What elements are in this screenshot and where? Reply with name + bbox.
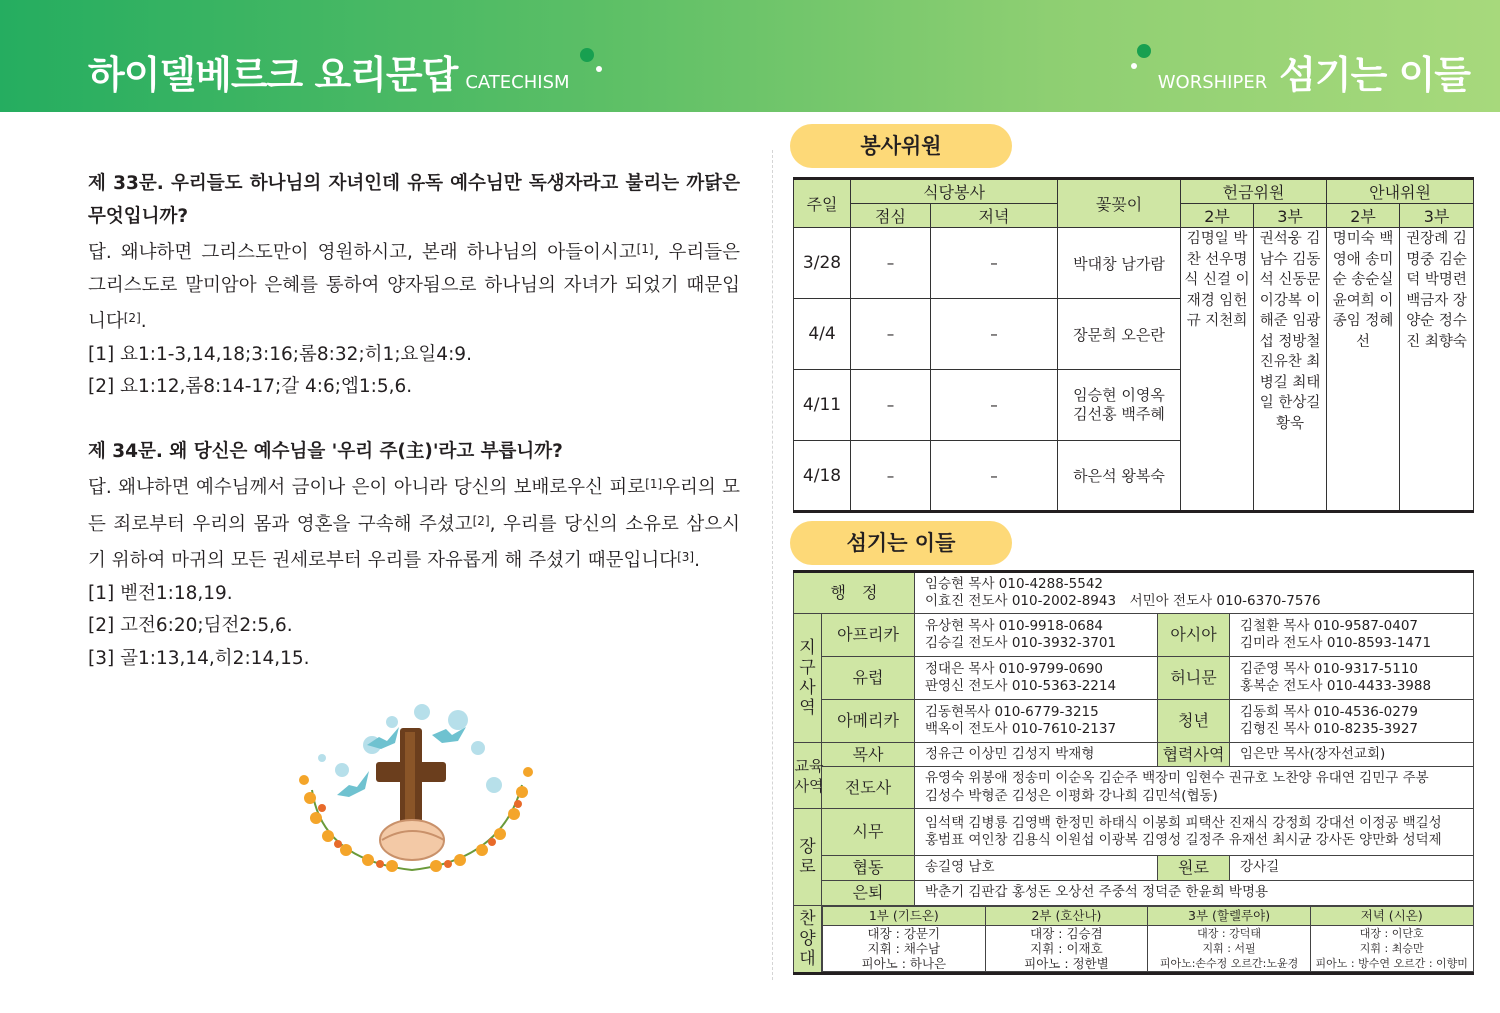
europe-contacts (915, 657, 1158, 700)
names-line: 김성수 박형준 김성은 이평화 강나희 김민석(협동) (925, 787, 1218, 804)
reference-line: [1] 벧전1:18,19. (88, 582, 233, 604)
guide-3-list: 권장례 김명중 김순덕 박명련 백금자 장양순 정수진 최향숙 (1400, 228, 1474, 512)
answer-text: , 우리를 당신의 소유로 삼으시기 위하여 마귀의 모든 권세로부터 우리를 자유롭게 해 주셨기 때문입니다 (88, 513, 740, 571)
choir-group-name: 저녁 (시온) (1310, 907, 1473, 926)
green-dot-icon (580, 48, 594, 62)
elders-won-label: 원로 (1158, 856, 1230, 881)
contact-line: 김동희 목사 010-4536-0279 (1240, 703, 1419, 720)
answer-text: 답. 왜냐하면 예수님께서 금이나 은이 아니라 당신의 보배로우신 피로 (88, 477, 646, 498)
worshiper-subtitle: WORSHIPER (1157, 72, 1268, 93)
catechism-title-text: 하이델베르크 요리문답 (88, 53, 458, 97)
white-dot-icon (596, 66, 602, 72)
elders-won-names: 강사길 (1230, 856, 1474, 881)
reference-line: [3] 골1:13,14,히2:14,15. (88, 647, 310, 669)
header-offering-2: 2부 (1181, 204, 1254, 228)
choir-group-members (1148, 925, 1311, 971)
catechism-section (88, 168, 740, 675)
row-dinner: – (931, 370, 1058, 441)
column-divider (772, 150, 773, 980)
choir-group-members (1310, 925, 1473, 971)
choir-label-text: 찬양대 (799, 908, 816, 969)
header-flower: 꽃꽂이 (1058, 179, 1181, 228)
africa-contacts (915, 614, 1158, 657)
choir-member: 대장 : 이단호 (1359, 926, 1424, 940)
youth-label: 청년 (1158, 700, 1230, 743)
choir-member: 지휘 : 이재호 (1030, 940, 1103, 956)
staff-table (793, 570, 1474, 975)
asia-label: 아시아 (1158, 614, 1230, 657)
header-meal: 식당봉사 (851, 179, 1058, 204)
america-contacts (915, 700, 1158, 743)
contact-line: 김철환 목사 010-9587-0407 (1240, 617, 1419, 634)
choir-member: 대장 : 김승겸 (1030, 925, 1103, 941)
choir-member: 지휘 : 채수남 (867, 940, 941, 956)
answer-text: . (140, 311, 147, 332)
row-lunch: – (851, 299, 931, 370)
elders-label (794, 809, 822, 906)
header-lunch: 점심 (851, 204, 931, 228)
header-offering-3: 3부 (1254, 204, 1327, 228)
choir-member: 대장 : 강문기 (867, 925, 941, 941)
choir-group-name: 2부 (호산나) (985, 907, 1148, 926)
choir-table-wrap (822, 906, 1474, 972)
row-date: 3/28 (794, 228, 851, 299)
edu-pastor-label: 목사 (822, 743, 915, 767)
answer-33 (88, 233, 740, 339)
europe-label: 유럽 (822, 657, 915, 700)
worshiper-title-text: 섬기는 이들 (1279, 53, 1470, 97)
header-dinner: 저녁 (931, 204, 1058, 228)
contact-line: 김미라 전도사 010-8593-1471 (1240, 635, 1432, 651)
choir-group-members (823, 925, 986, 971)
offering-3-list: 권석웅 김남수 김동석 신동문 이강복 이해준 임광섭 정방철 진유찬 최병길 최태일 한상길 황욱 (1254, 228, 1327, 512)
edu-label-text: 교육사역 (794, 756, 824, 795)
district-label-text: 지구사역 (799, 638, 816, 718)
contact-line: 김형진 목사 010-8235-3927 (1240, 721, 1419, 737)
row-flower: 임승현 이영옥 김선홍 백주혜 (1058, 370, 1181, 441)
catechism-subtitle: CATECHISM (465, 72, 570, 93)
choir-label (794, 906, 822, 974)
footnote-mark: [1] (645, 477, 663, 491)
reference-line: [2] 고전6:20;딤전2:5,6. (88, 615, 293, 636)
reference-line: [2] 요1:12,롬8:14-17;갈 4:6;엡1:5,6. (88, 376, 413, 397)
contact-line: 유상현 목사 010-9918-0684 (925, 617, 1104, 634)
elders-retired-names: 박춘기 김판갑 홍성돈 오상선 주중석 정덕준 한윤희 박명용 (915, 881, 1474, 906)
choir-member: 대장 : 강덕태 (1197, 926, 1261, 940)
names-line: 유영숙 위봉애 정송미 이순옥 김순주 백장미 임현수 권규호 노찬양 유대연 김민구 주봉 (925, 770, 1429, 786)
row-date: 4/18 (794, 441, 851, 512)
question-34: 제 34문. 왜 당신은 예수님을 '우리 주(主)'라고 부릅니까? (88, 440, 563, 462)
row-date: 4/4 (794, 299, 851, 370)
edu-pastor-names: 정유근 이상민 김성지 박재형 (915, 743, 1158, 767)
footnote-mark: [2] (472, 513, 490, 528)
header-guide-2: 2부 (1327, 204, 1400, 228)
header-week: 주일 (794, 179, 851, 228)
choir-member: 피아노 : 방수연 오르간 : 이향미 (1315, 956, 1468, 970)
contact-line: 김동현목사 010-6779-3215 (925, 703, 1099, 720)
reference-line: [1] 요1:1-3,14,18;3:16;롬8:32;히1;요일4:9. (88, 343, 472, 365)
question-33: 제 33문. 우리들도 하나님의 자녀인데 유독 예수님만 독생자라고 불리는 까닭은 무엇입니까? (88, 173, 740, 227)
choir-member: 피아노 : 하나은 (861, 955, 947, 971)
answer-text: 우리의 모든 죄로부터 우리의 몸과 영혼을 구속해 주셨고 (88, 477, 740, 535)
contact-line: 백옥이 전도사 010-7610-2137 (925, 721, 1117, 737)
contact-line: 임승현 목사 010-4288-5542 (925, 575, 1104, 592)
green-dot-icon (1137, 44, 1151, 58)
catechism-title (88, 44, 570, 99)
names-line: 홍범표 여인창 김용식 이원섭 이광복 김영성 길정주 유재선 최시균 강사돈 양만화 성덕제 (925, 832, 1442, 848)
service-committee-pill: 봉사위원 (790, 124, 1012, 168)
white-dot-icon (1131, 63, 1137, 69)
row-lunch: – (851, 228, 931, 299)
header-guide: 안내위원 (1327, 179, 1474, 204)
elders-label-text: 장로 (799, 837, 816, 877)
staff-pill: 섬기는 이들 (790, 521, 1012, 565)
choir-member: 피아노:손수정 오르간:노윤경 (1159, 956, 1299, 970)
contact-line: 김승길 전도사 010-3932-3701 (925, 635, 1117, 651)
answer-34 (88, 468, 740, 578)
asia-contacts (1230, 614, 1474, 657)
row-lunch: – (851, 441, 931, 512)
row-lunch: – (851, 370, 931, 441)
choir-member: 지휘 : 최승만 (1359, 941, 1424, 955)
row-dinner: – (931, 228, 1058, 299)
hands-icon (380, 820, 444, 860)
cross-illustration (282, 700, 552, 885)
elders-coop-names: 송길영 남호 (915, 856, 1158, 881)
service-table (793, 177, 1474, 513)
edu-evangelist-label: 전도사 (822, 767, 915, 809)
edu-label (794, 743, 822, 809)
choir-table (822, 906, 1474, 972)
table-row (794, 228, 1474, 299)
hinimun-label: 허니문 (1158, 657, 1230, 700)
choir-member: 지휘 : 서필 (1202, 941, 1256, 955)
district-label (794, 614, 822, 743)
contact-line: 홍복순 전도사 010-4433-3988 (1240, 678, 1432, 694)
coop-label: 협력사역 (1158, 743, 1230, 767)
america-label: 아메리카 (822, 700, 915, 743)
contact-line: 이효진 전도사 010-2002-8943 서민아 전도사 010-6370-7576 (925, 593, 1321, 609)
admin-contacts (915, 572, 1474, 614)
footnote-mark: [3] (677, 550, 695, 564)
names-line: 임석택 김병룡 김영백 한정민 하태식 이봉희 피택산 진재식 강정희 강대선 이정공 백길성 (925, 814, 1442, 831)
choir-group-name: 1부 (기드온) (823, 907, 986, 926)
row-date: 4/11 (794, 370, 851, 441)
admin-label: 행 정 (794, 572, 915, 614)
edu-evangelist-names (915, 767, 1474, 809)
contact-line: 정대은 목사 010-9799-0690 (925, 660, 1104, 677)
footnote-mark: [2] (123, 311, 141, 325)
youth-contacts (1230, 700, 1474, 743)
footnote-mark: [1] (636, 242, 654, 256)
choir-group-members (985, 925, 1148, 971)
row-dinner: – (931, 299, 1058, 370)
contact-line: 판영신 전도사 010-5363-2214 (925, 678, 1117, 694)
hinimun-contacts (1230, 657, 1474, 700)
contact-line: 김준영 목사 010-9317-5110 (1240, 660, 1419, 677)
elders-active-label: 시무 (822, 809, 915, 856)
header-offering: 헌금위원 (1181, 179, 1327, 204)
worshiper-title (1158, 44, 1470, 99)
answer-text: , 우리들은 그리스도로 말미암아 은혜를 통하여 양자됨으로 하나님의 자녀가 되었기 때문입니다 (88, 242, 740, 332)
elders-coop-label: 협동 (822, 856, 915, 881)
coop-names: 임은만 목사(장자선교회) (1230, 743, 1474, 767)
row-dinner: – (931, 441, 1058, 512)
row-flower: 하은석 왕복숙 (1058, 441, 1181, 512)
answer-text: . (694, 550, 700, 571)
header-banner (0, 0, 1500, 112)
header-guide-3: 3부 (1400, 204, 1474, 228)
answer-text: 답. 왜냐하면 그리스도만이 영원하시고, 본래 하나님의 아들이시고 (88, 242, 637, 263)
guide-2-list: 명미숙 백영애 송미순 송순실 윤여희 이종임 정혜선 (1327, 228, 1400, 512)
row-flower: 박대창 남가람 (1058, 228, 1181, 299)
elders-retired-label: 은퇴 (822, 881, 915, 906)
offering-2-list: 김명일 박찬 선우명식 신걸 이재경 임헌규 지천희 (1181, 228, 1254, 512)
row-flower: 장문희 오은란 (1058, 299, 1181, 370)
choir-member: 피아노 : 정한별 (1024, 955, 1109, 971)
choir-group-name: 3부 (할렐루야) (1148, 907, 1311, 926)
elders-active-names (915, 809, 1474, 856)
africa-label: 아프리카 (822, 614, 915, 657)
